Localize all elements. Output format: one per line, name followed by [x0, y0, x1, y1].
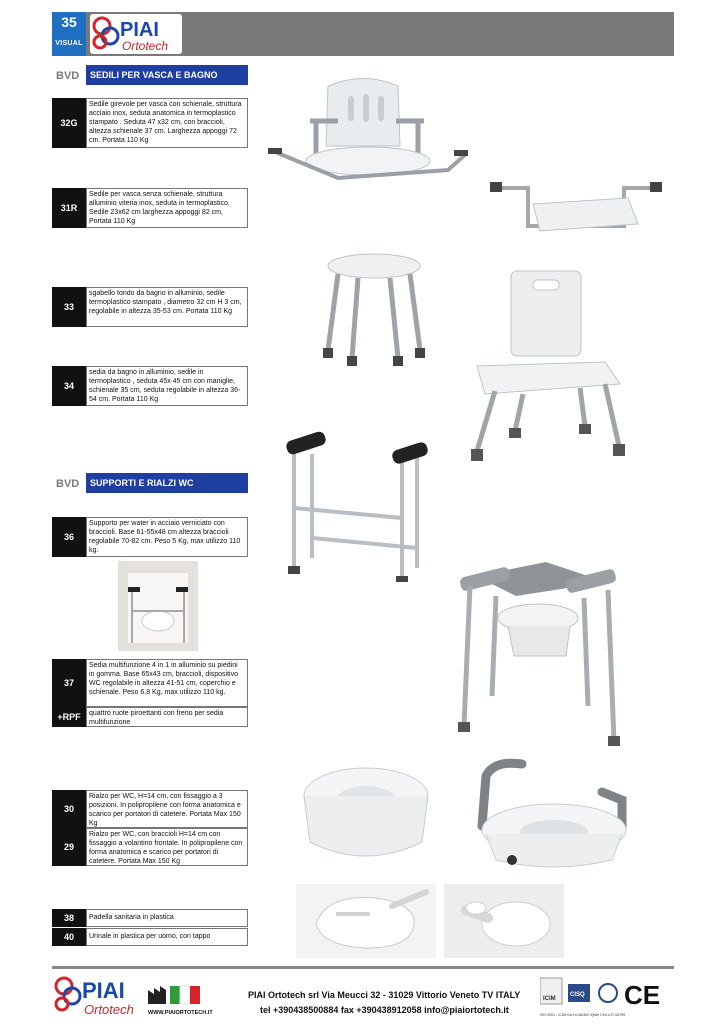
- footer-website: WWW.PIAIORTOTECH.IT: [148, 1010, 213, 1016]
- section-code: BVD: [56, 70, 80, 82]
- raised-toilet-seat-arms-image: [472, 756, 642, 874]
- product-code: 32G: [52, 98, 86, 148]
- page-label: VISUAL: [55, 40, 83, 47]
- brand-main: PIAI: [120, 19, 159, 41]
- product-description: Rialzo per WC, H=14 cm, con fissaggio a 3 posizioni. In polipropilene con forma anatomica e scarico per portatori di catetere. Portata Max 150 Kg: [86, 790, 248, 828]
- raised-toilet-seat-image: [296, 762, 436, 870]
- product-description: quattro ruote piroettanti con freno per sedia multifunzione: [86, 707, 248, 727]
- footer-brand-logo: [52, 972, 144, 1018]
- product-description: Sedile girevole per vasca con schienale, struttura acciaio inox, seduta anatomica in termoplastico stampato . Seduta 47 x32 cm, con braccioli, altezza schienale 37 cm. Larghezza appoggi 72 cm. Portata 110 Kg: [86, 98, 248, 148]
- product-code: 40: [52, 928, 86, 946]
- brand-sub: Ortotech: [122, 39, 169, 53]
- footer-divider: [52, 966, 674, 969]
- brand-logo: [90, 14, 182, 54]
- urinal-image: [444, 884, 564, 958]
- section-title: SUPPORTI E RIALZI WC: [86, 473, 248, 493]
- product-description: Urinale in plastica per uomo, con tappo: [86, 928, 248, 946]
- product-code: 37: [52, 659, 86, 707]
- product-description: Supporto per water in acciaio verniciato con braccioli. Base 61-55x48 cm altezza braccioli regolabile 70-82 cm. Peso 5 Kg, max utilizzo 110 kg.: [86, 517, 248, 557]
- product-code: 34: [52, 366, 86, 406]
- product-code: 31R: [52, 188, 86, 228]
- product-code: 36: [52, 517, 86, 557]
- toilet-frame-image: [282, 428, 432, 583]
- footer-contacts: tel +390438500884 fax +390438912058 info@piaiortotech.it: [260, 1005, 509, 1015]
- svg-text:PIAI: PIAI: [82, 978, 125, 1003]
- product-code: 29: [52, 828, 86, 866]
- bedpan-image: [296, 884, 436, 958]
- section-code: BVD: [56, 478, 80, 490]
- product-code: 30: [52, 790, 86, 828]
- product-description: Sedia multifunzione 4 in 1 in alluminio su piedini in gomma. Base 65x43 cm, braccioli, dispositivo WC regolabile in altezza 41-51 cm, coperchio e schienale. Peso 6,8 Kg, max utilizzo 110 kg.: [86, 659, 248, 707]
- ce-mark: CE: [624, 980, 661, 1010]
- product-description: sedia da bagno in alluminio, sedile in termoplastico , seduta 45x 45 cm con maniglie, schienale 35 cm, seduta regolabile in altezza 36-54 cm. Portata 110 Kg: [86, 366, 248, 406]
- product-description: Padella sanitaria in plastica: [86, 909, 248, 927]
- certification-logos: [540, 976, 674, 1020]
- svg-text:CISQ: CISQ: [570, 992, 585, 998]
- factory-and-flag-icon: [146, 982, 206, 1006]
- swivel-bath-seat-image: [268, 66, 468, 191]
- page-number: 35: [61, 14, 77, 30]
- commode-chair-image: [456, 556, 626, 746]
- cert-text: ISO 9001 - ICIM Cert.n.4625/0 IQNet Cert.n.IT-53759: [540, 1013, 626, 1017]
- product-code: 38: [52, 909, 86, 927]
- page-number-box: [52, 12, 86, 56]
- section-title: SEDILI PER VASCA E BAGNO: [86, 65, 248, 85]
- svg-text:Ortotech: Ortotech: [84, 1002, 134, 1017]
- product-description: Rialzo per WC, con braccioli H=14 cm con fissaggio a volantino frontale. In polipropilene con forma anatomica e scarico per portatori di catetere. Portata Max 150 Kg: [86, 828, 248, 866]
- product-description: Sedile per vasca senza schienale, struttura alluminio viteria inox, seduta in termoplastico. Sedile 23x62 cm larghezza appoggi 82 cm, Portata 110 Kg: [86, 188, 248, 228]
- svg-text:ICIM: ICIM: [543, 996, 556, 1002]
- footer-address: PIAI Ortotech srl Via Meucci 32 - 31029 Vittorio Veneto TV ITALY: [248, 990, 521, 1000]
- shower-chair-image: [455, 266, 635, 471]
- bath-board-image: [488, 176, 664, 248]
- product-description: sgabello tondo da bagno in alluminio, sedile termoplastico stampato , diametro 32 cm H 3 cm, regolabile in altezza 35-53 cm. Portata 110 Kg: [86, 287, 248, 327]
- product-code: 33: [52, 287, 86, 327]
- product-code: +RPF: [52, 707, 86, 727]
- bathroom-photo: [118, 561, 198, 651]
- round-stool-image: [318, 250, 430, 370]
